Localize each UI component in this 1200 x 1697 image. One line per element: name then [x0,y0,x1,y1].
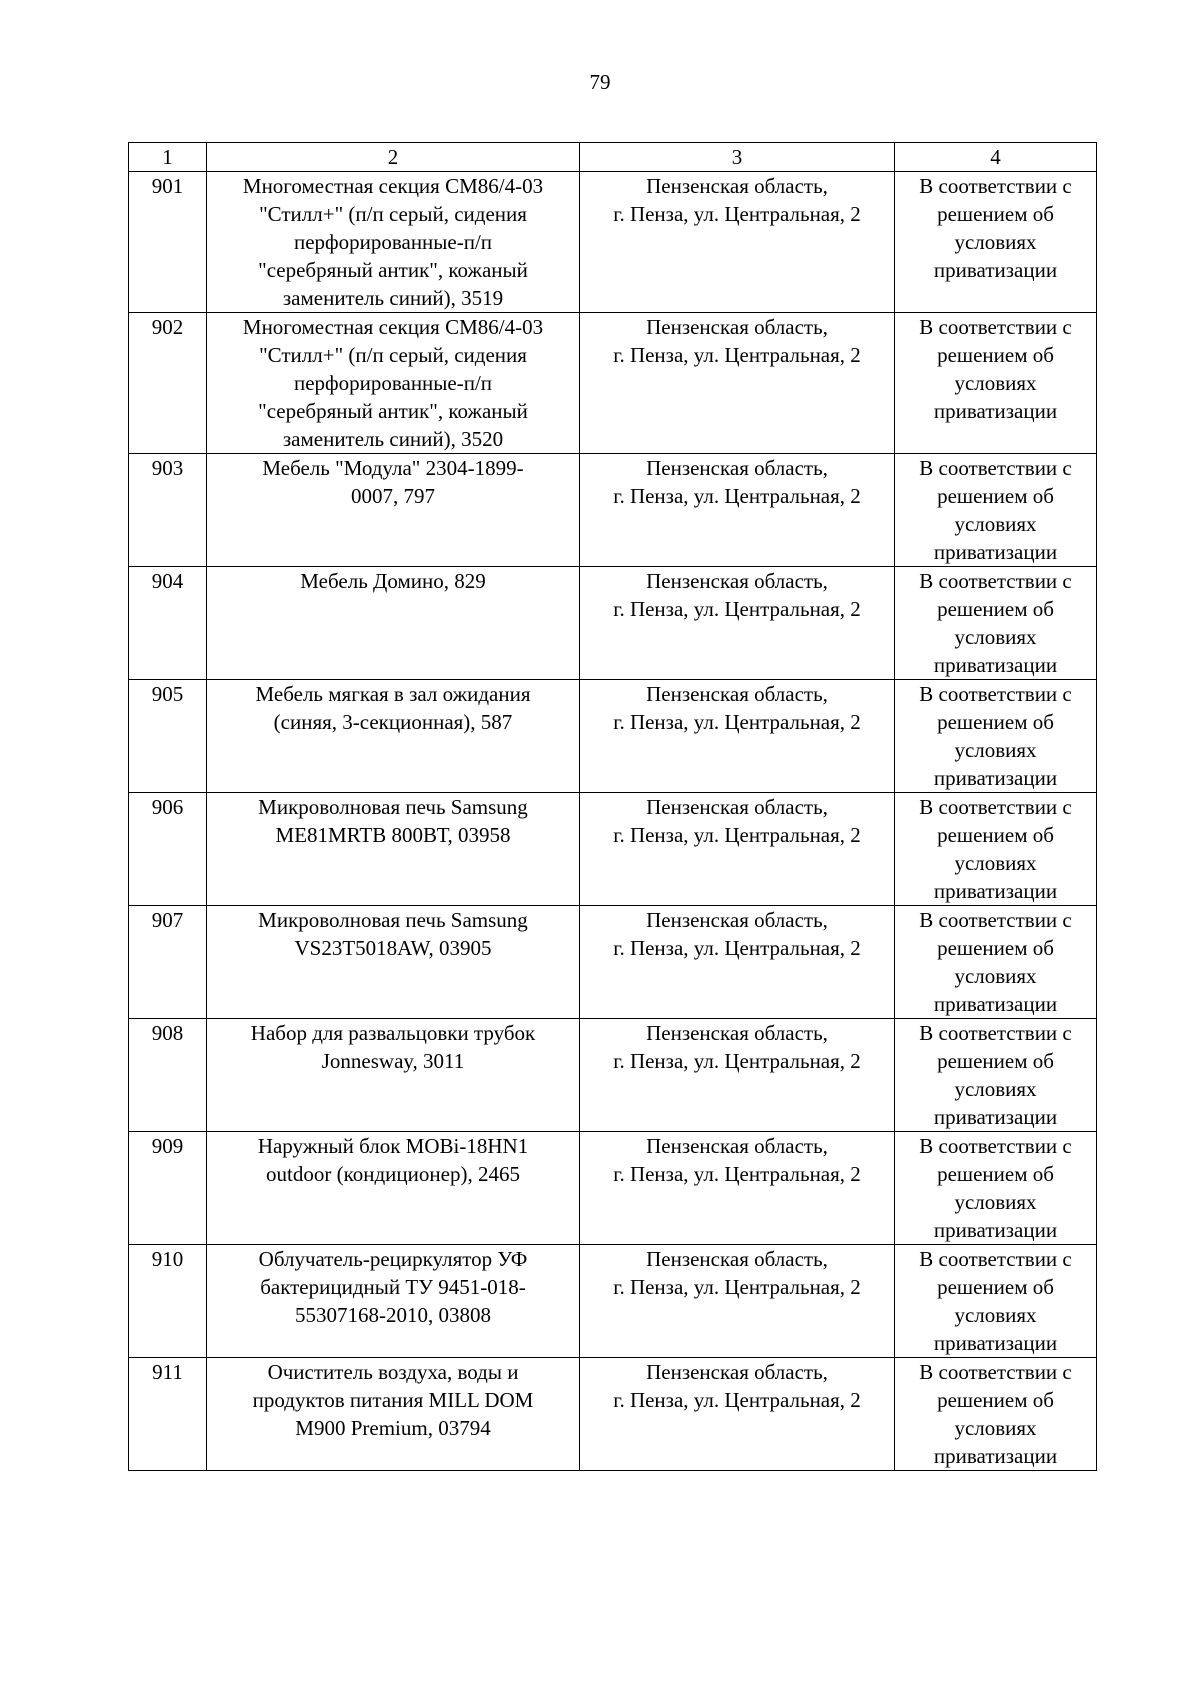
item-terms [895,680,1097,793]
item-name-text: Набор для развальцовки трубок Jonnesway, 3011 [250,1021,536,1073]
row-number-text: 911 [152,1360,183,1384]
item-name-text: Мебель мягкая в зал ожидания (синяя, 3-секционная), 587 [255,682,531,734]
item-terms-text: В соответствии с решением об условиях приватизации [919,1247,1072,1355]
item-terms-text: В соответствии с решением об условиях приватизации [919,1134,1072,1242]
item-address [580,1019,895,1132]
table-row [129,1358,1097,1471]
item-address-text: Пензенская область, г. Пенза, ул. Центральная, 2 [613,315,861,367]
header-row [129,143,1097,172]
item-name-text: Многоместная секция CM86/4-03 "Стилл+" (п/п серый, сидения перфорированные-п/п "серебряный антик", кожаный заменитель синий), 3520 [242,315,544,451]
item-terms [895,1019,1097,1132]
item-terms-text: В соответствии с решением об условиях приватизации [919,315,1072,423]
row-number-text: 905 [151,682,184,706]
item-name [207,906,580,1019]
item-terms-text: В соответствии с решением об условиях приватизации [919,569,1072,677]
column-header-1: 1 [129,143,207,172]
table-row [129,1019,1097,1132]
item-terms [895,454,1097,567]
table-row [129,906,1097,1019]
item-address [580,1358,895,1471]
table-row [129,172,1097,313]
table-row [129,454,1097,567]
row-number-text: 909 [151,1134,184,1158]
item-address-text: Пензенская область, г. Пенза, ул. Центральная, 2 [613,1247,861,1299]
item-name-text: Многоместная секция CM86/4-03 "Стилл+" (п/п серый, сидения перфорированные-п/п "серебряный антик", кожаный заменитель синий), 3519 [242,174,544,310]
item-terms [895,1245,1097,1358]
row-number-text: 901 [151,174,184,198]
item-address [580,567,895,680]
table-row [129,567,1097,680]
item-name [207,454,580,567]
item-terms [895,906,1097,1019]
item-address-text: Пензенская область, г. Пенза, ул. Центральная, 2 [613,908,861,960]
item-address-text: Пензенская область, г. Пенза, ул. Центральная, 2 [613,1134,861,1186]
item-name-text: Очиститель воздуха, воды и продуктов питания MILL DOM M900 Premium, 03794 [252,1360,534,1440]
row-number-text: 907 [151,908,184,932]
item-name-text: Мебель Домино, 829 [300,569,486,593]
item-name [207,172,580,313]
item-name [207,313,580,454]
item-terms [895,567,1097,680]
item-address [580,906,895,1019]
table-row [129,1132,1097,1245]
table-row [129,680,1097,793]
item-name-text: Микроволновая печь Samsung VS23T5018AW, 03905 [258,908,528,960]
item-terms [895,172,1097,313]
item-name [207,680,580,793]
item-address [580,793,895,906]
row-number [129,567,207,680]
item-name-text: Микроволновая печь Samsung ME81MRTB 800ВТ, 03958 [258,795,528,847]
page-number: 79 [589,70,611,94]
item-terms-text: В соответствии с решением об условиях приватизации [919,456,1072,564]
row-number [129,1358,207,1471]
row-number [129,1019,207,1132]
item-terms-text: В соответствии с решением об условиях приватизации [919,908,1072,1016]
item-address-text: Пензенская область, г. Пенза, ул. Центральная, 2 [613,795,861,847]
row-number [129,313,207,454]
table-row [129,313,1097,454]
item-name-text: Облучатель-рециркулятор УФ бактерицидный ТУ 9451-018- 55307168-2010, 03808 [258,1247,528,1327]
item-terms [895,793,1097,906]
table-row [129,1245,1097,1358]
row-number-text: 903 [151,456,184,480]
item-name [207,1132,580,1245]
item-address-text: Пензенская область, г. Пенза, ул. Центральная, 2 [613,1360,861,1412]
item-address-text: Пензенская область, г. Пенза, ул. Центральная, 2 [613,456,861,508]
item-terms [895,1132,1097,1245]
column-header-3: 3 [580,143,895,172]
item-address [580,454,895,567]
item-address-text: Пензенская область, г. Пенза, ул. Центральная, 2 [613,174,861,226]
item-name [207,1245,580,1358]
row-number-text: 910 [151,1247,184,1271]
item-name [207,1358,580,1471]
row-number [129,793,207,906]
item-address [580,1245,895,1358]
item-name [207,1019,580,1132]
row-number [129,1132,207,1245]
row-number [129,1245,207,1358]
item-address-text: Пензенская область, г. Пенза, ул. Центральная, 2 [613,1021,861,1073]
row-number-text: 904 [151,569,184,593]
item-terms-text: В соответствии с решением об условиях приватизации [919,174,1072,282]
item-terms-text: В соответствии с решением об условиях приватизации [919,795,1072,903]
property-table [128,142,1097,1471]
item-name [207,793,580,906]
item-address [580,313,895,454]
item-name-text: Наружный блок MOBi-18HN1 outdoor (кондиционер), 2465 [257,1134,529,1186]
row-number-text: 902 [151,315,184,339]
row-number [129,906,207,1019]
row-number [129,172,207,313]
item-terms-text: В соответствии с решением об условиях приватизации [919,682,1072,790]
table-row [129,793,1097,906]
item-terms [895,1358,1097,1471]
item-name-text: Мебель "Модула" 2304-1899- 0007, 797 [262,456,524,508]
row-number-text: 908 [151,1021,184,1045]
item-address-text: Пензенская область, г. Пенза, ул. Центральная, 2 [613,569,861,621]
row-number [129,454,207,567]
item-address [580,680,895,793]
row-number-text: 906 [151,795,184,819]
item-address-text: Пензенская область, г. Пенза, ул. Центральная, 2 [613,682,861,734]
column-header-4: 4 [895,143,1097,172]
item-terms-text: В соответствии с решением об условиях приватизации [919,1360,1072,1468]
item-terms-text: В соответствии с решением об условиях приватизации [919,1021,1072,1129]
item-terms [895,313,1097,454]
item-address [580,1132,895,1245]
item-address [580,172,895,313]
column-header-2: 2 [207,143,580,172]
row-number [129,680,207,793]
item-name [207,567,580,680]
